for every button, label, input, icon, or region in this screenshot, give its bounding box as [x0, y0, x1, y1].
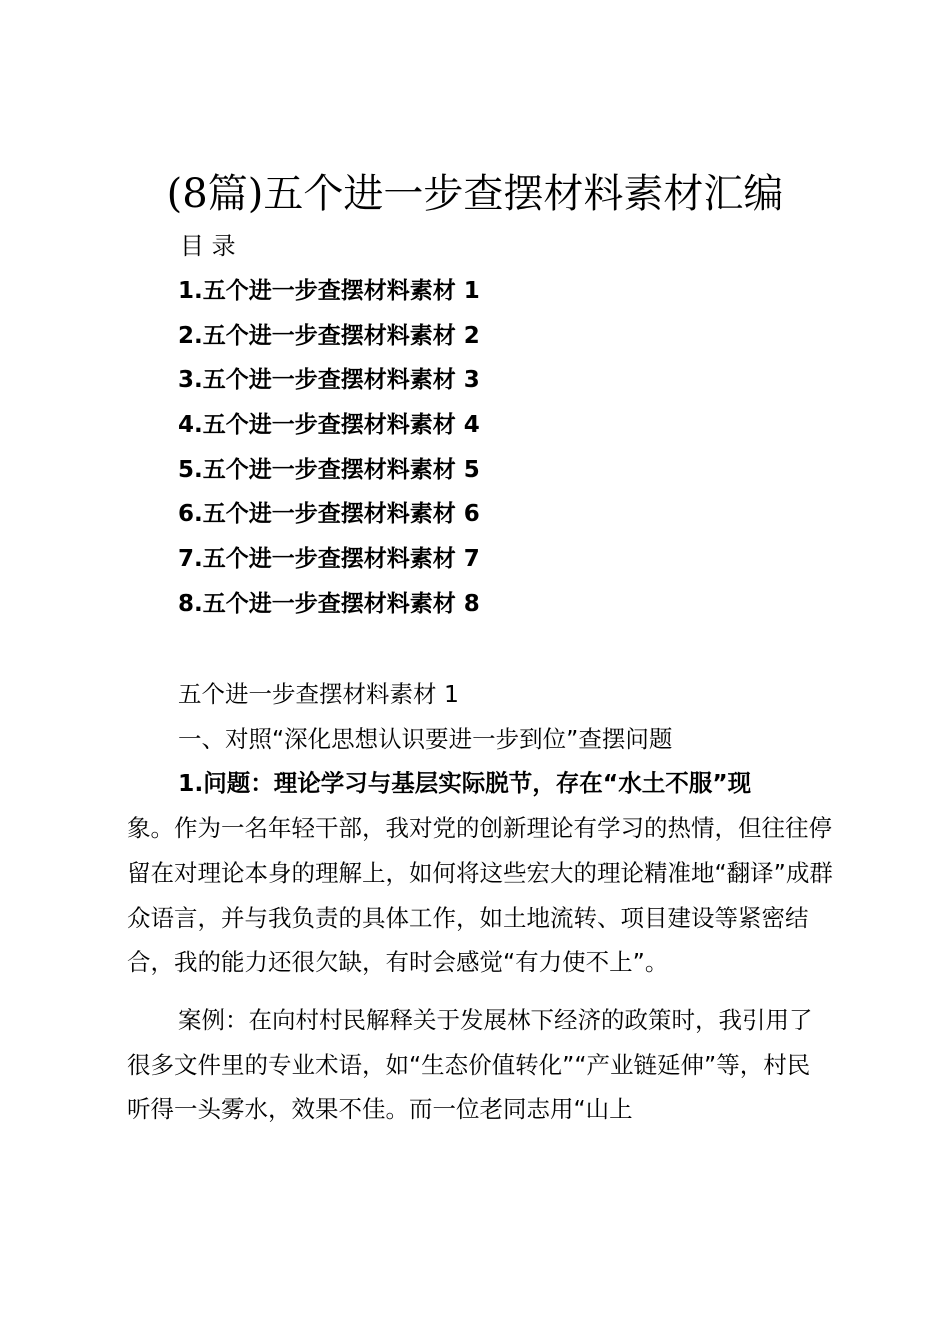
toc-item[interactable]: 8.五个进一步查摆材料素材 8	[178, 590, 480, 617]
section-heading: 一、对照“深化思想认识要进一步到位”查摆问题	[178, 724, 673, 753]
case-paragraph: 案例：在向村村民解释关于发展林下经济的政策时，我引用了很多文件里的专业术语，如“生态价值转化”“产业链延伸”等，村民听得一头雾水，效果不佳。而一位老同志用“山上	[127, 1005, 813, 1124]
toc-item[interactable]: 6.五个进一步查摆材料素材 6	[178, 501, 480, 528]
toc-item[interactable]: 3.五个进一步查摆材料素材 3	[178, 367, 480, 394]
toc-item[interactable]: 7.五个进一步查摆材料素材 7	[178, 546, 480, 573]
table-of-contents	[178, 273, 480, 631]
section-title: 五个进一步查摆材料素材 1	[178, 680, 459, 708]
toc-item[interactable]: 2.五个进一步查摆材料素材 2	[178, 322, 480, 349]
document-title: (8篇)五个进一步查摆材料素材汇编	[166, 171, 784, 217]
problem-heading: 1.问题：理论学习与基层实际脱节，存在“水土不服”现	[178, 769, 752, 798]
toc-item[interactable]: 4.五个进一步查摆材料素材 4	[178, 412, 480, 439]
problem-paragraph: 象。作为一名年轻干部，我对党的创新理论有学习的热情，但往往停留在对理论本身的理解上，如何将这些宏大的理论精准地“翻译”成群众语言，并与我负责的具体工作，如土地流转、项目建设等紧密结合，我的能力还很欠缺，有时会感觉“有力使不上”。	[127, 814, 833, 977]
toc-heading: 目 录	[180, 232, 236, 260]
toc-item[interactable]: 1.五个进一步查摆材料素材 1	[178, 278, 480, 304]
toc-item[interactable]: 5.五个进一步查摆材料素材 5	[178, 456, 480, 483]
document-body	[127, 672, 833, 1132]
